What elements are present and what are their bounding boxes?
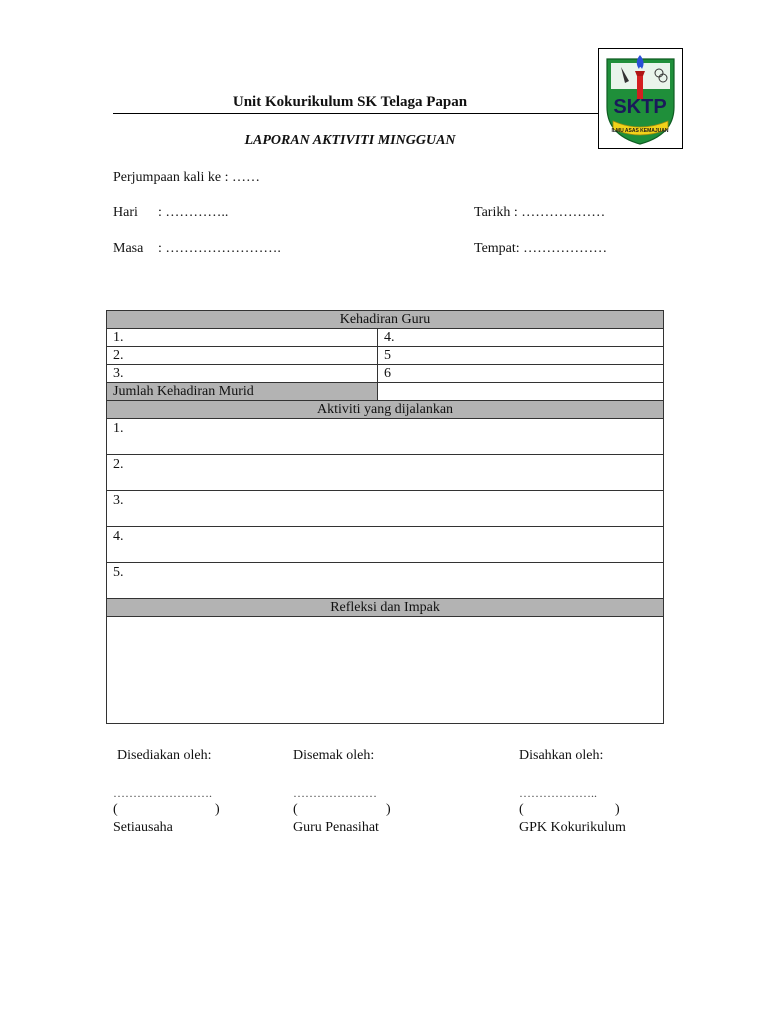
activity-row-4[interactable]: 4.: [107, 527, 664, 563]
tarikh-field: Tarikh : ………………: [474, 205, 606, 220]
jumlah-kehadiran-value[interactable]: [378, 383, 664, 401]
sig-bracket-close-3: ): [615, 802, 620, 817]
masa-value: : …………………….: [158, 241, 281, 256]
masa-label: Masa: [113, 241, 144, 256]
activity-row-1[interactable]: 1.: [107, 419, 664, 455]
activity-row-2[interactable]: 2.: [107, 455, 664, 491]
hari-label: Hari: [113, 205, 138, 220]
teacher-row-2[interactable]: 2.: [107, 347, 378, 365]
activity-row-5[interactable]: 5.: [107, 563, 664, 599]
header-rule: [113, 113, 598, 114]
teacher-row-1[interactable]: 1.: [107, 329, 378, 347]
activity-row-3[interactable]: 3.: [107, 491, 664, 527]
aktiviti-header: Aktiviti yang dijalankan: [107, 401, 664, 419]
school-logo: [598, 48, 683, 149]
teacher-row-4[interactable]: 4.: [378, 329, 664, 347]
sig-bracket-open-1: (: [113, 802, 118, 817]
sig-role-guru-penasihat: Guru Penasihat: [293, 820, 379, 835]
sig-heading-disediakan: Disediakan oleh:: [117, 748, 212, 763]
tempat-field: Tempat: ………………: [474, 241, 608, 256]
hari-value: : …………..: [158, 205, 229, 220]
teacher-row-3[interactable]: 3.: [107, 365, 378, 383]
sig-heading-disahkan: Disahkan oleh:: [519, 748, 604, 763]
logo-initials: SKTP: [613, 96, 667, 118]
sig-line-disediakan[interactable]: …………………….: [113, 786, 212, 800]
teacher-row-5[interactable]: 5: [378, 347, 664, 365]
sig-heading-disemak: Disemak oleh:: [293, 748, 375, 763]
sig-bracket-close-1: ): [215, 802, 220, 817]
sig-role-gpk: GPK Kokurikulum: [519, 820, 626, 835]
report-table: [106, 310, 664, 724]
logo-motto: ILMU ASAS KEMAJUAN: [611, 128, 669, 134]
kehadiran-guru-header: Kehadiran Guru: [107, 311, 664, 329]
refleksi-box[interactable]: [107, 617, 664, 724]
sig-bracket-open-2: (: [293, 802, 298, 817]
sig-line-disahkan[interactable]: ………………..: [519, 786, 597, 800]
sig-role-setiausaha: Setiausaha: [113, 820, 173, 835]
perjumpaan-field: Perjumpaan kali ke : ……: [113, 170, 260, 185]
jumlah-kehadiran-label: Jumlah Kehadiran Murid: [107, 383, 378, 401]
sig-bracket-open-3: (: [519, 802, 524, 817]
school-heading: Unit Kokurikulum SK Telaga Papan: [232, 94, 468, 110]
refleksi-header: Refleksi dan Impak: [107, 599, 664, 617]
sktp-crest-icon: [599, 49, 682, 148]
report-title: LAPORAN AKTIVITI MINGGUAN: [244, 133, 456, 148]
teacher-row-6[interactable]: 6: [378, 365, 664, 383]
sig-line-disemak[interactable]: …………………: [293, 786, 377, 800]
sig-bracket-close-2: ): [386, 802, 391, 817]
